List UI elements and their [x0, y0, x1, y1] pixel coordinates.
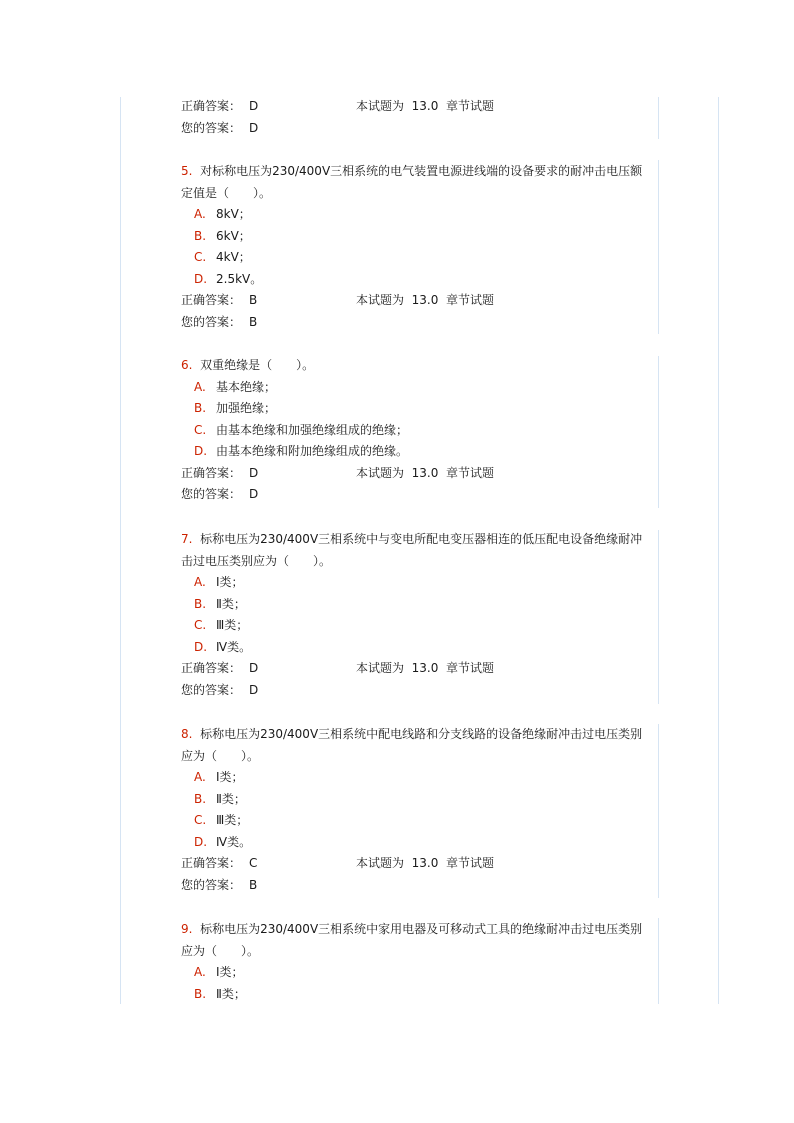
block-right-line: [658, 160, 659, 334]
question-block-9: [181, 919, 651, 1005]
question-number: 7.: [181, 532, 193, 546]
question-text: [181, 529, 651, 572]
your-answer-value: D: [249, 682, 259, 697]
question-block-6: [181, 355, 651, 506]
question-text: [181, 919, 651, 962]
option-b[interactable]: B. 6kV；: [194, 228, 251, 243]
option-a[interactable]: A. Ⅰ类；: [194, 965, 244, 979]
option-b[interactable]: B. Ⅱ类；: [194, 791, 246, 806]
correct-answer-row: 正确答案： D 本试题为 13.0 章节试题: [181, 465, 495, 480]
question-stem: 标称电压为230/400V三相系统中配电线路和分支线路的设备绝缘耐冲击过电压类别应为（ ）。: [181, 727, 643, 763]
question-text: [181, 724, 651, 767]
your-answer-row: [181, 118, 651, 140]
correct-answer-row: 正确答案： B 本试题为 13.0 章节试题: [181, 293, 495, 307]
question-stem: 双重绝缘是（ ）。: [200, 358, 315, 372]
block-right-line: [658, 530, 659, 704]
option-c[interactable]: C. 4kV；: [194, 250, 251, 264]
correct-answer-row: [181, 96, 651, 118]
option-d[interactable]: D. Ⅳ类。: [194, 834, 252, 849]
score-value: 13.0: [411, 465, 439, 480]
your-answer-value: D: [249, 120, 259, 135]
correct-answer-value: D: [249, 465, 259, 480]
question-number: 8.: [181, 727, 193, 741]
option-b[interactable]: B. 加强绝缘；: [194, 401, 277, 415]
correct-answer-value: C: [249, 856, 258, 870]
correct-answer-value: D: [249, 661, 259, 675]
question-text: [181, 161, 651, 204]
option-b[interactable]: B. Ⅱ类；: [194, 986, 246, 1001]
right-border-line: [718, 97, 719, 1004]
option-a[interactable]: A. Ⅰ类；: [194, 770, 244, 784]
question-number: 6.: [181, 358, 193, 372]
option-c[interactable]: C. Ⅲ类；: [194, 618, 249, 632]
option-c[interactable]: C. 由基本绝缘和加强绝缘组成的绝缘；: [194, 422, 409, 437]
correct-answer-row: 正确答案： C 本试题为 13.0 章节试题: [181, 856, 495, 870]
question-stem: 标称电压为230/400V三相系统中与变电所配电变压器相连的低压配电设备绝缘耐冲击过电压类别应为（ ）。: [181, 532, 643, 568]
option-d[interactable]: D. 由基本绝缘和附加绝缘组成的绝缘。: [194, 444, 409, 458]
your-answer-label: 您的答案：: [181, 120, 242, 135]
your-answer-row: 您的答案： D: [181, 487, 259, 501]
question-block-8: [181, 724, 651, 896]
block-right-line: [658, 97, 659, 139]
block-right-line: [658, 918, 659, 1004]
correct-answer-value: D: [249, 99, 259, 113]
question-block-5: [181, 161, 651, 333]
question-block-7: [181, 529, 651, 701]
option-d[interactable]: D. 2.5kV。: [194, 271, 263, 286]
your-answer-value: B: [249, 314, 258, 329]
question-text: [181, 355, 651, 377]
your-answer-row: 您的答案： D: [181, 682, 259, 697]
option-b[interactable]: B. Ⅱ类；: [194, 596, 246, 611]
score-value: 13.0: [411, 856, 439, 870]
question-number: 5.: [181, 164, 193, 178]
block-right-line: [658, 356, 659, 508]
left-border-line: [120, 97, 121, 1004]
correct-label: 正确答案：: [181, 99, 242, 113]
score-suffix: 章节试题: [446, 99, 495, 113]
score-value: 13.0: [411, 293, 439, 307]
correct-answer-row: 正确答案： D 本试题为 13.0 章节试题: [181, 661, 495, 675]
your-answer-value: B: [249, 877, 258, 892]
option-a[interactable]: A. 基本绝缘；: [194, 379, 277, 394]
answer-block-q4: [181, 96, 651, 139]
your-answer-row: 您的答案： B: [181, 877, 258, 892]
correct-answer-value: B: [249, 293, 258, 307]
option-c[interactable]: C. Ⅲ类；: [194, 813, 249, 827]
option-a[interactable]: A. 8kV；: [194, 207, 251, 221]
score-value: 13.0: [411, 99, 439, 113]
option-a[interactable]: A. Ⅰ类；: [194, 575, 244, 589]
your-answer-value: D: [249, 487, 259, 501]
question-number: 9.: [181, 922, 193, 936]
block-right-line: [658, 724, 659, 898]
question-stem: 标称电压为230/400V三相系统中家用电器及可移动式工具的绝缘耐冲击过电压类别应为（ ）。: [181, 922, 643, 958]
your-answer-row: 您的答案： B: [181, 314, 258, 329]
option-d[interactable]: D. Ⅳ类。: [194, 639, 252, 654]
score-value: 13.0: [411, 661, 439, 675]
score-prefix: 本试题为: [356, 99, 405, 113]
question-stem: 对标称电压为230/400V三相系统的电气装置电源进线端的设备要求的耐冲击电压额定值是（ ）。: [181, 164, 643, 200]
